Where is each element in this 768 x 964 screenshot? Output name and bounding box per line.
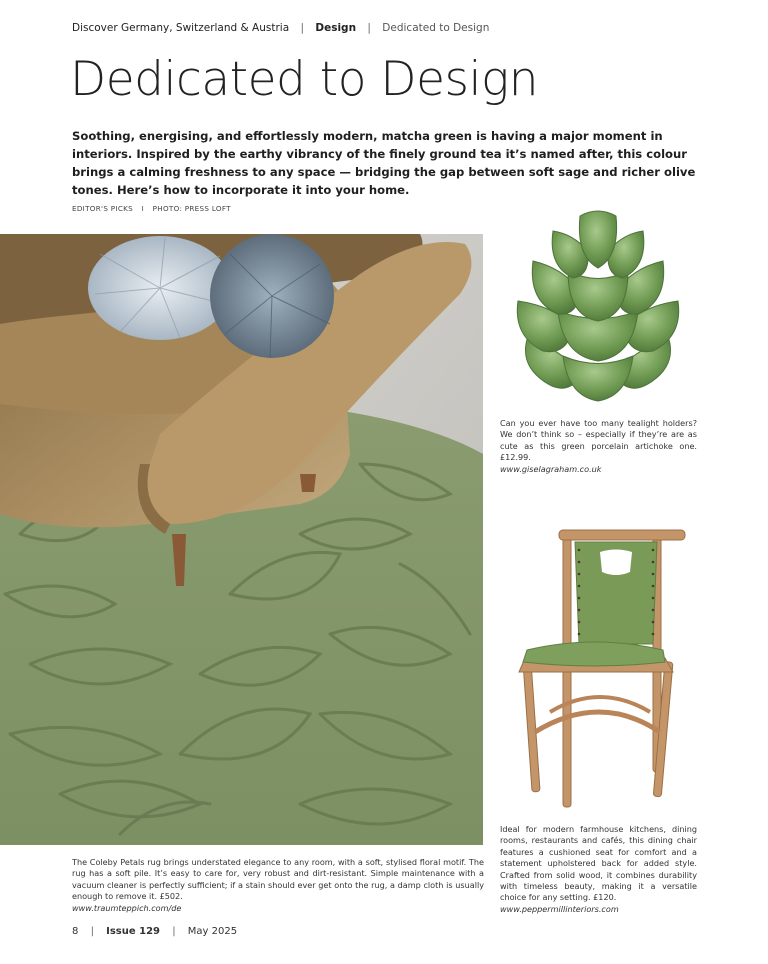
- rug-caption-text: The Coleby Petals rug brings understated elegance to any room, with a soft, stylised floral motif. The rug has a soft pile. It’s easy to care for, very robust and dirt-resistant. Simple maintenance with a vacuum cleaner is perfectly sufficient; if a stain should ever get onto the rug, a damp cloth is usually enough to remove it. £502.: [72, 857, 484, 902]
- credits-separator: I: [141, 204, 145, 213]
- tealight-caption-link[interactable]: www.giselagraham.co.uk: [500, 463, 602, 474]
- issue-number: Issue 129: [106, 926, 161, 937]
- breadcrumb: [72, 22, 489, 34]
- breadcrumb-section[interactable]: Design: [315, 22, 357, 34]
- footer-separator: |: [90, 926, 94, 937]
- rug-caption-link[interactable]: www.traumteppich.com/de: [72, 902, 182, 913]
- chair-caption-text: Ideal for modern farmhouse kitchens, dining rooms, restaurants and cafés, this dining chair features a cushioned seat for comfort and a statement upholstered back for added style. Crafted from solid wood, it combines durability with timeless beauty, making it a versatile choice for any setting. £120.: [500, 824, 697, 903]
- page-number: 8: [72, 926, 79, 937]
- editors-picks-label: EDITOR'S PICKS: [72, 204, 134, 213]
- tealight-caption: [500, 418, 697, 475]
- chair-caption-link[interactable]: www.peppermillinteriors.com: [500, 903, 619, 914]
- breadcrumb-separator: |: [367, 22, 371, 34]
- chair-caption: [500, 824, 697, 915]
- intro-paragraph: Soothing, energising, and effortlessly modern, matcha green is having a major moment in interiors. Inspired by the earthy vibrancy of the finely ground tea it’s named after, this colour brings a calming freshness to any space — bridging the gap between soft sage and richer olive tones. Here’s how to incorporate it into your home.: [72, 129, 696, 197]
- issue-date: May 2025: [187, 926, 238, 937]
- breadcrumb-current: Dedicated to Design: [382, 22, 490, 34]
- photo-credit: PHOTO: PRESS LOFT: [152, 204, 231, 213]
- footer-separator: |: [172, 926, 176, 937]
- dining-chair-photo: [505, 522, 695, 812]
- page-footer: [72, 926, 237, 937]
- dining-chair-illustration: [505, 522, 695, 812]
- artichoke-tealight-photo: [508, 206, 688, 406]
- rug-caption: [72, 857, 484, 914]
- credits-line: [72, 204, 231, 213]
- page-title: Dedicated to Design: [70, 52, 539, 107]
- breadcrumb-separator: |: [300, 22, 305, 34]
- rug-sofa-photo: [0, 234, 483, 845]
- breadcrumb-magazine[interactable]: Discover Germany, Switzerland & Austria: [72, 22, 290, 34]
- rug-sofa-illustration: [0, 234, 483, 845]
- tealight-caption-text: Can you ever have too many tealight holders? We don’t think so – especially if they’re are as cute as this green porcelain artichoke one. £12.99.: [500, 418, 697, 463]
- artichoke-tealight-illustration: [508, 206, 688, 406]
